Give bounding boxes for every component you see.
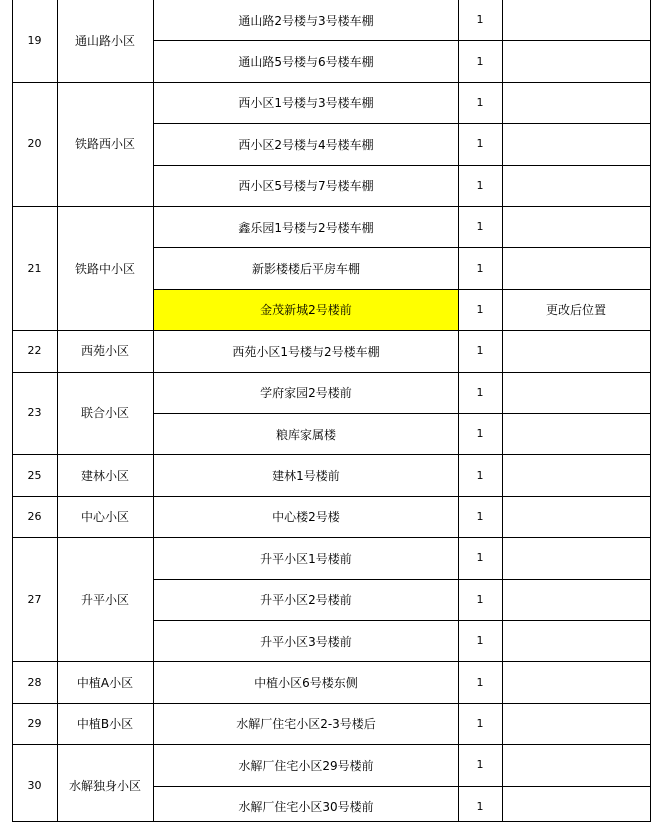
note-cell (502, 123, 650, 164)
row-number: 20 (27, 137, 42, 151)
location-cell: 水解厂住宅小区29号楼前 (238, 758, 374, 773)
location-cell: 水解厂住宅小区2-3号楼后 (236, 717, 376, 732)
note-cell (502, 0, 650, 40)
quantity-cell: 1 (476, 13, 484, 27)
column-divider (650, 0, 651, 822)
quantity-cell: 1 (476, 137, 484, 151)
location-cell: 西苑小区1号楼与2号楼车棚 (232, 344, 380, 359)
location-cell: 升平小区2号楼前 (260, 593, 352, 608)
note-cell (502, 82, 650, 123)
community-name: 中植B小区 (76, 716, 134, 731)
row-number: 21 (27, 261, 42, 275)
community-name: 中心小区 (80, 509, 129, 524)
community-name: 联合小区 (80, 406, 129, 421)
community-name: 通山路小区 (74, 33, 135, 48)
row-number: 19 (27, 33, 42, 47)
note-cell (502, 661, 650, 702)
quantity-cell: 1 (476, 427, 484, 441)
location-cell: 建林1号楼前 (272, 469, 340, 484)
row-number: 29 (27, 716, 42, 730)
note-cell (502, 620, 650, 661)
location-cell: 通山路5号楼与6号楼车棚 (238, 55, 374, 70)
quantity-cell: 1 (476, 799, 484, 813)
location-cell: 通山路2号楼与3号楼车棚 (238, 13, 374, 28)
community-name: 升平小区 (80, 592, 129, 607)
quantity-cell: 1 (476, 592, 484, 606)
row-number: 30 (27, 779, 42, 793)
location-cell: 升平小区1号楼前 (260, 551, 352, 566)
note-cell (502, 744, 650, 785)
quantity-cell: 1 (476, 634, 484, 648)
quantity-cell: 1 (476, 551, 484, 565)
note-cell (502, 330, 650, 371)
location-cell: 新影楼楼后平房车棚 (251, 262, 360, 277)
location-cell: 中植小区6号楼东侧 (254, 676, 358, 691)
note-cell (502, 413, 650, 454)
note-cell (502, 206, 650, 247)
row-number: 23 (27, 406, 42, 420)
quantity-cell: 1 (476, 220, 484, 234)
community-name: 水解独身小区 (68, 779, 141, 794)
community-name: 建林小区 (80, 468, 129, 483)
community-name: 铁路西小区 (74, 137, 135, 152)
note-cell (502, 579, 650, 620)
quantity-cell: 1 (476, 716, 484, 730)
row-number: 22 (27, 344, 42, 358)
note-cell (502, 165, 650, 206)
note-cell (502, 454, 650, 495)
note-cell (502, 537, 650, 578)
location-cell: 金茂新城2号楼前 (154, 290, 458, 330)
note-cell (502, 40, 650, 81)
location-cell: 中心楼2号楼 (272, 510, 340, 525)
row-number: 27 (27, 592, 42, 606)
row-number: 26 (27, 509, 42, 523)
quantity-cell: 1 (476, 344, 484, 358)
location-cell: 水解厂住宅小区30号楼前 (238, 800, 374, 815)
row-number: 25 (27, 468, 42, 482)
quantity-cell: 1 (476, 468, 484, 482)
quantity-cell: 1 (476, 261, 484, 275)
note-cell (502, 372, 650, 413)
note-cell: 更改后位置 (545, 302, 606, 317)
row-number: 28 (27, 675, 42, 689)
location-cell: 粮库家属楼 (275, 427, 336, 442)
location-cell: 升平小区3号楼前 (260, 634, 352, 649)
quantity-cell: 1 (476, 95, 484, 109)
location-cell: 学府家园2号楼前 (260, 386, 352, 401)
quantity-cell: 1 (476, 54, 484, 68)
note-cell (502, 247, 650, 288)
note-cell (502, 496, 650, 537)
quantity-cell: 1 (476, 302, 484, 316)
community-name: 铁路中小区 (74, 261, 135, 276)
quantity-cell: 1 (476, 509, 484, 523)
location-cell: 西小区1号楼与3号楼车棚 (238, 96, 374, 111)
quantity-cell: 1 (476, 385, 484, 399)
community-name: 西苑小区 (80, 344, 129, 359)
location-cell: 西小区2号楼与4号楼车棚 (238, 137, 374, 152)
quantity-cell: 1 (476, 178, 484, 192)
quantity-cell: 1 (476, 758, 484, 772)
quantity-cell: 1 (476, 675, 484, 689)
note-cell (502, 703, 650, 744)
location-cell: 鑫乐园1号楼与2号楼车棚 (238, 220, 374, 235)
location-cell: 西小区5号楼与7号楼车棚 (238, 179, 374, 194)
community-name: 中植A小区 (76, 675, 134, 690)
